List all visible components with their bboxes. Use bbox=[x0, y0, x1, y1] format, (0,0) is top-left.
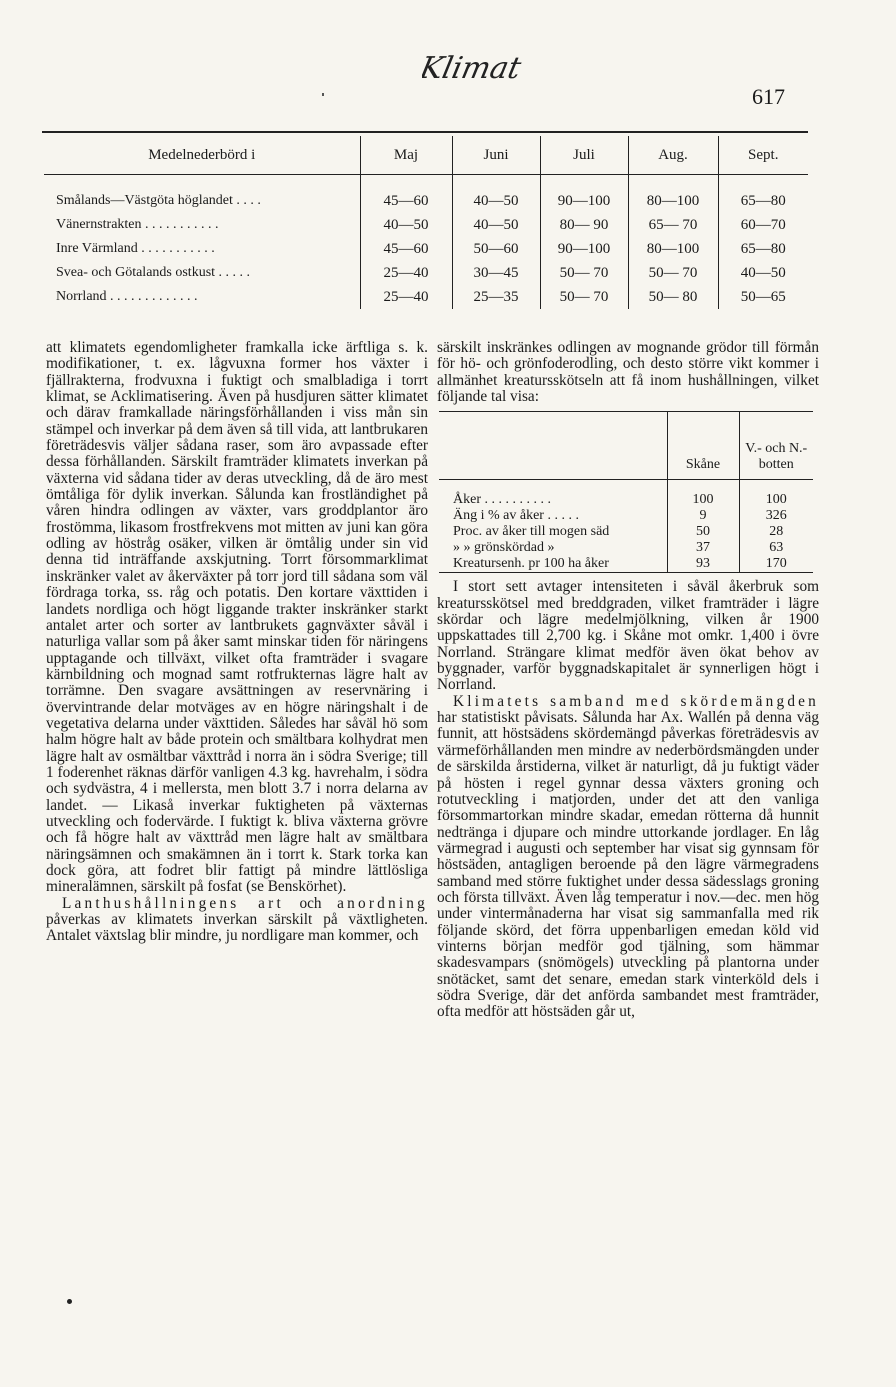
livestock-table bbox=[439, 411, 813, 573]
table-header: Skåne bbox=[667, 412, 739, 480]
row-label: » » grönskördad » bbox=[453, 540, 555, 556]
row-label: Vänernstrakten . . . . . . . . . . . bbox=[56, 217, 219, 232]
table-cell: 63 bbox=[739, 540, 813, 556]
spaced-heading: anordning bbox=[337, 894, 428, 912]
table-header: Juli bbox=[540, 136, 628, 175]
page-number: 617 bbox=[752, 84, 785, 109]
table-cell: 90—100 bbox=[540, 237, 628, 261]
table-cell: 65—80 bbox=[718, 237, 808, 261]
body-paragraph: att klimatets egendomligheter framkalla icke ärftliga s. k. modifikationer, t. ex. lågvuxna former hos växter i fjällrakterna, frodvuxna i fuktigt och smalbladiga i torrt klimat, se Acklimatisering. Även på husdjuren sätter klimatet och därav framkallade näringsförhållanden i viss mån sin stämpel och inverkar på dem även så till vida, att lantbrukaren företrädesvis väljer sådana raser, som äro avpassade efter dessa förhållanden. Särskilt framträder klimatets inverkan på växterna vid sådana tider av deras utveckling, då de äro mest ömtåliga för dylik inverkan. Sålunda kan frostländighet på våren hindra odlingen av växter, vars groddplantor äro frostömma, likasom frostfrekvens mot mitten av juni kan göra odling av höstråg osäker, vilken är ömtålig under sin vid denna tid inträffande axskjutning. Torrt försommarklimat inskränker valet av åkerväxter på torr jord till sådana som väl fördraga torka, ss. råg och potatis. Den kortare växttiden i landets nordliga och högt liggande trakter inskränker starkt antalet arter och sorter av lantbrukets gagnväxter såväl i naturliga vallar som på åker samt minskar tiden för näringens upptagande och tillväxt, vilket ofta framträder i svagare kärnbildning och mognad samt rotfrukternas lägre halt av torrämne. Den svagare avsättningen av reservnäring i övervintrande delar motväges av en högre näringshalt i de vegetativa delarna under växttiden. Således har såväl hö som halm högre halt av både protein och smältbara kolhydrat men lägre halt av osmältbar växttråd i norra än i södra Sverige; till 1 foderenhet räknas därför vanligen 4.3 kg. havrehalm, i södra och sydvästra, 4 i mellersta, men blott 3.7 i norra delarna av landet. — Likaså inverkar fuktigheten på växternas utveckling och fodervärde. I fuktigt k. bliva växterna grövre och få högre halt av växttråd men lägre halt av smältbara näringsämnen och smakämnen än i torrt k. Stark torka kan dock göra, att fodret blir fattigt på mindre lättlösliga mineralämnen, särskilt på fosfat (se Benskörhet). bbox=[46, 339, 428, 896]
table-cell: 50— 70 bbox=[540, 261, 628, 285]
row-label: Kreatursenh. pr 100 ha åker bbox=[453, 556, 609, 572]
table-cell: 65—80 bbox=[718, 175, 808, 214]
table-header-row bbox=[44, 136, 808, 175]
table-cell: 50 bbox=[667, 524, 739, 540]
table-cell: 80—100 bbox=[628, 237, 718, 261]
row-label: Proc. av åker till mogen säd bbox=[453, 524, 610, 540]
table-cell: 50— 70 bbox=[540, 285, 628, 309]
table-cell: 170 bbox=[739, 556, 813, 573]
table-cell: 50— 80 bbox=[628, 285, 718, 309]
table-row bbox=[439, 508, 813, 524]
table-cell: 80— 90 bbox=[540, 213, 628, 237]
inline-text: påverkas av klimatets inverkan särskilt på växtligheten. Antalet växtslag blir mindre, ju nordligare man kommer, och bbox=[46, 911, 428, 945]
table-cell: 30—45 bbox=[452, 261, 540, 285]
table-cell: 45—60 bbox=[360, 175, 452, 214]
table-row bbox=[439, 480, 813, 509]
table-header: Juni bbox=[452, 136, 540, 175]
table-cell: 60—70 bbox=[718, 213, 808, 237]
table-header: Medelnederbörd i bbox=[44, 136, 360, 175]
table-header: Maj bbox=[360, 136, 452, 175]
table-cell: 50—65 bbox=[718, 285, 808, 309]
row-label: Smålands—Västgöta höglandet . . . . bbox=[56, 193, 261, 208]
row-label: Svea- och Götalands ostkust . . . . . bbox=[56, 265, 251, 280]
table-cell: 100 bbox=[667, 480, 739, 509]
table-cell: 100 bbox=[739, 480, 813, 509]
table-cell: 80—100 bbox=[628, 175, 718, 214]
body-paragraph: särskilt inskränkes odlingen av mognande grödor till förmån för hö- och grönfoderodling, och desto större vikt kommer i allmänhet kreatursskötseln att få inom hushållningen, vilket följande tal visa: bbox=[437, 339, 819, 406]
row-label: Åker . . . . . . . . . . bbox=[453, 492, 551, 508]
row-label: Norrland . . . . . . . . . . . . . bbox=[56, 289, 198, 304]
top-rule bbox=[42, 131, 808, 133]
row-label: Inre Värmland . . . . . . . . . . . bbox=[56, 241, 215, 256]
body-paragraph bbox=[437, 694, 819, 1021]
spaced-heading: Lanthushållningens art bbox=[62, 894, 284, 912]
table-header bbox=[439, 412, 667, 480]
table-header: V.- och N.-botten bbox=[739, 412, 813, 480]
table-cell: 65— 70 bbox=[628, 213, 718, 237]
table-row bbox=[44, 237, 808, 261]
table-row bbox=[44, 285, 808, 309]
table-header-row bbox=[439, 412, 813, 480]
table-cell: 25—35 bbox=[452, 285, 540, 309]
handwritten-annotation bbox=[422, 42, 562, 92]
table-row bbox=[439, 540, 813, 556]
right-column bbox=[437, 340, 819, 1021]
stray-dot bbox=[67, 1299, 72, 1304]
left-column bbox=[46, 340, 428, 945]
table-cell: 93 bbox=[667, 556, 739, 573]
table-row bbox=[44, 175, 808, 214]
table-cell: 90—100 bbox=[540, 175, 628, 214]
table-cell: 40—50 bbox=[360, 213, 452, 237]
table-cell: 50— 70 bbox=[628, 261, 718, 285]
table-row bbox=[44, 261, 808, 285]
table-cell: 40—50 bbox=[718, 261, 808, 285]
inline-text: och bbox=[283, 894, 338, 912]
spaced-heading: Klimatets samband med skördemängden bbox=[453, 692, 819, 710]
table-cell: 37 bbox=[667, 540, 739, 556]
table-cell: 9 bbox=[667, 508, 739, 524]
table-cell: 40—50 bbox=[452, 213, 540, 237]
table-cell: 25—40 bbox=[360, 261, 452, 285]
margin-mark bbox=[322, 93, 324, 96]
precipitation-table bbox=[44, 136, 808, 309]
table-header: Sept. bbox=[718, 136, 808, 175]
table-row bbox=[439, 524, 813, 540]
body-paragraph bbox=[46, 896, 428, 945]
table-cell: 326 bbox=[739, 508, 813, 524]
table-cell: 50—60 bbox=[452, 237, 540, 261]
body-paragraph: I stort sett avtager intensiteten i såväl åkerbruk som kreatursskötsel med breddgraden, vilket framträder i lägre skördar och lägre medelmjölkning, vilken år 1900 uppskattades till 2,700 kg. i Skåne mot omkr. 1,400 i övre Norrland. Strängare klimat medför även ökat behov av byggnader, varför byggnadskapitalet är synnerligen högt i Norrland. bbox=[437, 578, 819, 694]
table-cell: 45—60 bbox=[360, 237, 452, 261]
row-label: Äng i % av åker . . . . . bbox=[453, 508, 579, 524]
handwritten-text: Klimat bbox=[422, 51, 524, 86]
table-cell: 28 bbox=[739, 524, 813, 540]
table-cell: 40—50 bbox=[452, 175, 540, 214]
inline-text: har statistiskt påvisats. Sålunda har Ax. Wallén på denna väg funnit, att höstsädens skördemängd påverkas företrädesvis av värmeförhållanden men mindre av nederbördsmängden under de särskilda årstiderna, vilket är naturligt, då ju fuktigt väder på hösten i regel gynnar dessa växters groning och rotutveckling i matjorden, under det att den vanliga försommartorkan mindre skadar, emedan rötterna då hunnit nedtränga i djupare och mindre uttorkande jordlager. En låg värmegrad i augusti och september har visat sig gynnsam för höstsäden, antagligen beroende på den lägre värmegradens samband med större fuktighet under dessa sädesslags groning och första tillväxt. Även låg temperatur i nov.—dec. men hög under vintermånaderna har visat sig sammanfalla med rik följande skörd, det förra uppenbarligen emedan köld vid vinterns början medför god tjälning, som hämmar skadesvampars (snömögels) utveckling på plantorna under snötäcket, samt det senare, emedan stark vinterköld dels i södra Sverige, där det anförda sambandet mest framträder, ofta medför att höstsäden går ut, bbox=[437, 709, 819, 1021]
table-cell: 25—40 bbox=[360, 285, 452, 309]
table-header: Aug. bbox=[628, 136, 718, 175]
table-row bbox=[439, 556, 813, 573]
table-row bbox=[44, 213, 808, 237]
handwritten-klimat bbox=[422, 42, 562, 92]
